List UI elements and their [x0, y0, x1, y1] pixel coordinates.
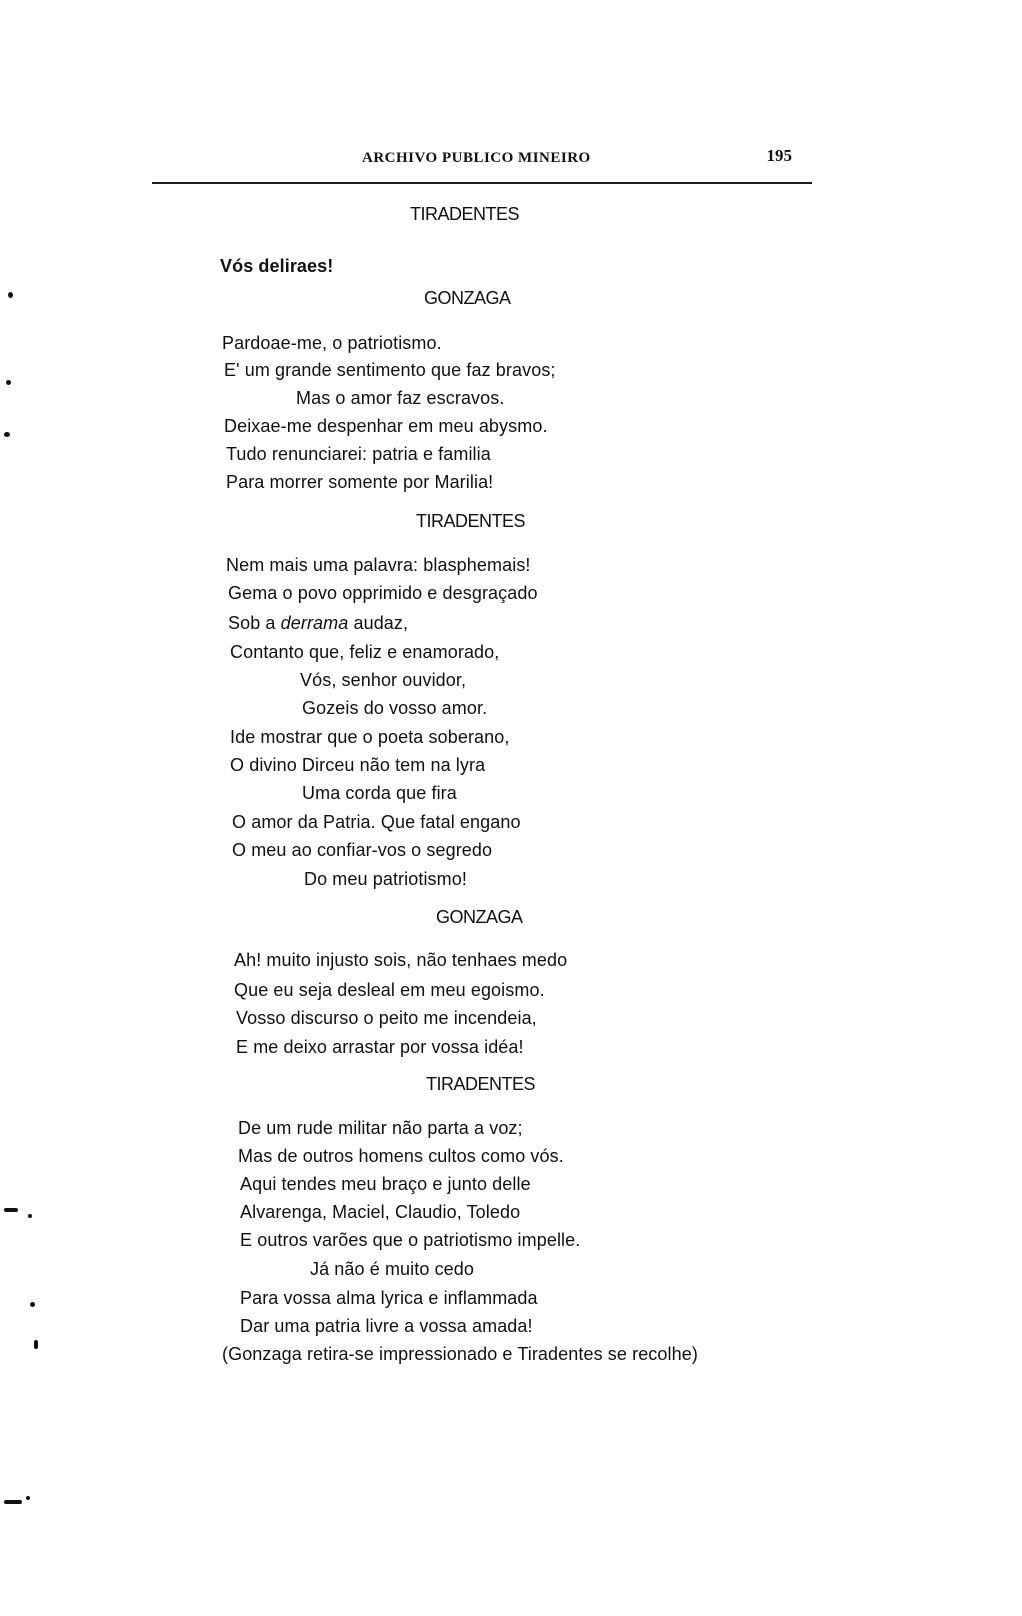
italic-word: derrama: [280, 613, 349, 633]
verse-line: Gozeis do vosso amor.: [302, 698, 488, 718]
verse-line: Ide mostrar que o poeta soberano,: [230, 727, 510, 747]
verse-line: Alvarenga, Maciel, Claudio, Toledo: [240, 1202, 521, 1222]
verse-line: Mas o amor faz escravos.: [296, 388, 505, 408]
scan-speck: [8, 292, 13, 298]
verse-line: Contanto que, feliz e enamorado,: [230, 642, 500, 662]
scan-speck: [34, 1340, 38, 1349]
verse-line: Para morrer somente por Marilia!: [226, 472, 494, 492]
verse-line: Vós deliraes!: [220, 256, 334, 276]
scan-speck: [4, 432, 10, 437]
verse-line: Ah! muito injusto sois, não tenhaes medo: [234, 950, 568, 970]
scan-speck: [26, 1496, 30, 1500]
header-title: ARCHIVO PUBLICO MINEIRO: [362, 150, 591, 166]
verse-text: Sob a: [228, 613, 281, 633]
verse-line: Para vossa alma lyrica e inflammada: [240, 1288, 538, 1308]
verse-line: Mas de outros homens cultos como vós.: [238, 1146, 564, 1166]
verse-line: Aqui tendes meu braço e junto delle: [240, 1174, 531, 1194]
verse-line: Gema o povo opprimido e desgraçado: [228, 583, 538, 603]
verse-text: audaz,: [348, 613, 409, 633]
verse-line: [228, 613, 408, 634]
scan-speck: [4, 1208, 18, 1212]
verse-line: Pardoae-me, o patriotismo.: [222, 333, 442, 353]
verse-line: O meu ao confiar-vos o segredo: [232, 840, 493, 860]
speaker-name: GONZAGA: [436, 907, 523, 927]
verse-line: E me deixo arrastar por vossa idéa!: [236, 1037, 524, 1057]
speaker-name: GONZAGA: [424, 288, 511, 308]
verse-line: E outros varões que o patriotismo impelle.: [240, 1230, 581, 1250]
verse-line: E' um grande sentimento que faz bravos;: [224, 360, 556, 380]
verse-line: Nem mais uma palavra: blasphemais!: [226, 555, 531, 575]
scan-speck: [28, 1214, 32, 1218]
verse-line: Do meu patriotismo!: [304, 869, 467, 889]
verse-line: Uma corda que fira: [302, 783, 457, 803]
running-header: [152, 146, 812, 186]
header-rule: [152, 182, 812, 184]
verse-line: Vosso discurso o peito me incendeia,: [236, 1008, 537, 1028]
verse-line: Tudo renunciarei: patria e familia: [226, 444, 491, 464]
verse-line: De um rude militar não parta a voz;: [238, 1118, 523, 1138]
page-number: 195: [766, 146, 792, 165]
scan-speck: [4, 1500, 22, 1504]
verse-line: Que eu seja desleal em meu egoismo.: [234, 980, 545, 1000]
scan-speck: [6, 380, 11, 385]
verse-line: Dar uma patria livre a vossa amada!: [240, 1316, 533, 1336]
speaker-name: TIRADENTES: [426, 1074, 536, 1094]
verse-line: Deixae-me despenhar em meu abysmo.: [224, 416, 548, 436]
scan-speck: [30, 1302, 35, 1307]
speaker-name: TIRADENTES: [410, 204, 520, 224]
verse-line: Vós, senhor ouvidor,: [300, 670, 467, 690]
speaker-name: TIRADENTES: [416, 511, 526, 531]
stage-direction: (Gonzaga retira-se impressionado e Tiradentes se recolhe): [222, 1344, 698, 1364]
verse-line: Já não é muito cedo: [310, 1259, 475, 1279]
verse-line: O amor da Patria. Que fatal engano: [232, 812, 521, 832]
verse-line: O divino Dirceu não tem na lyra: [230, 755, 486, 775]
